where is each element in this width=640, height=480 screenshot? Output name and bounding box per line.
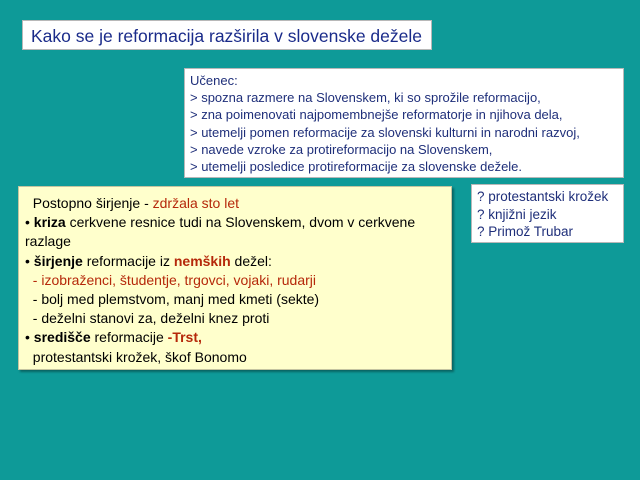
main-line-2 [25, 213, 445, 251]
bullet: • [25, 329, 34, 346]
question-item: ? Primož Trubar [477, 224, 574, 239]
main-line-4-text: - izobraženci, študentje, trgovci, vojaki, rudarji [32, 271, 317, 288]
main-line-7-highlight: -Trst, [167, 329, 202, 346]
main-line-3-highlight: nemških [173, 252, 231, 269]
main-line-1-highlight: zdržala sto let [152, 195, 239, 211]
slide-title-text: Kako se je reformacija razširila v slovenske dežele [31, 26, 422, 46]
main-line-7-keyword: središče [33, 329, 91, 346]
question-item: ? knjižni jezik [477, 206, 557, 222]
main-line-1-text: Postopno širjenje - [32, 195, 153, 211]
main-line-8-text: protestantski krožek, škof Bonomo [32, 348, 247, 365]
main-line-7 [25, 328, 445, 347]
goal-item: > spozna razmere na Slovenskem, ki so sprožile reformacijo, [190, 90, 541, 106]
main-line-5-text: - bolj med plemstvom, manj med kmeti (sekte) [32, 291, 320, 308]
main-line-6 [25, 309, 445, 328]
question-item: ? protestantski krožek [477, 189, 609, 204]
main-content-box [18, 186, 452, 370]
goal-item: > navede vzroke za protireformacijo na Slovenskem, [190, 141, 493, 157]
main-line-5 [25, 290, 445, 309]
main-line-8 [25, 348, 445, 367]
goals-heading: Učenec: [190, 73, 238, 88]
main-line-4 [25, 271, 445, 290]
main-line-3 [25, 252, 445, 271]
goal-item: > zna poimenovati najpomembnejše reformatorje in njihova dela, [190, 107, 563, 123]
main-line-2-text: cerkvene resnice tudi na Slovenskem, dvom v cerkvene razlage [25, 214, 416, 250]
learning-goals-box [184, 68, 624, 178]
main-line-7-text: reformacije [90, 329, 168, 346]
goal-item: > utemelji pomen reformacije za slovenski kulturni in narodni razvoj, [190, 124, 580, 140]
main-line-6-text: - deželni stanovi za, deželni knez proti [32, 310, 270, 327]
questions-box [471, 184, 624, 243]
main-line-3-keyword: širjenje [33, 252, 83, 269]
main-line-1 [25, 194, 445, 213]
main-line-2-keyword: kriza [33, 214, 66, 231]
bullet: • [25, 252, 34, 269]
slide-title [22, 20, 432, 50]
main-line-3-end: dežel: [230, 252, 272, 269]
goal-item: > utemelji posledice protireformacije za slovenske dežele. [190, 159, 523, 175]
main-line-3-text: reformacije iz [82, 252, 174, 269]
bullet: • [25, 214, 34, 231]
